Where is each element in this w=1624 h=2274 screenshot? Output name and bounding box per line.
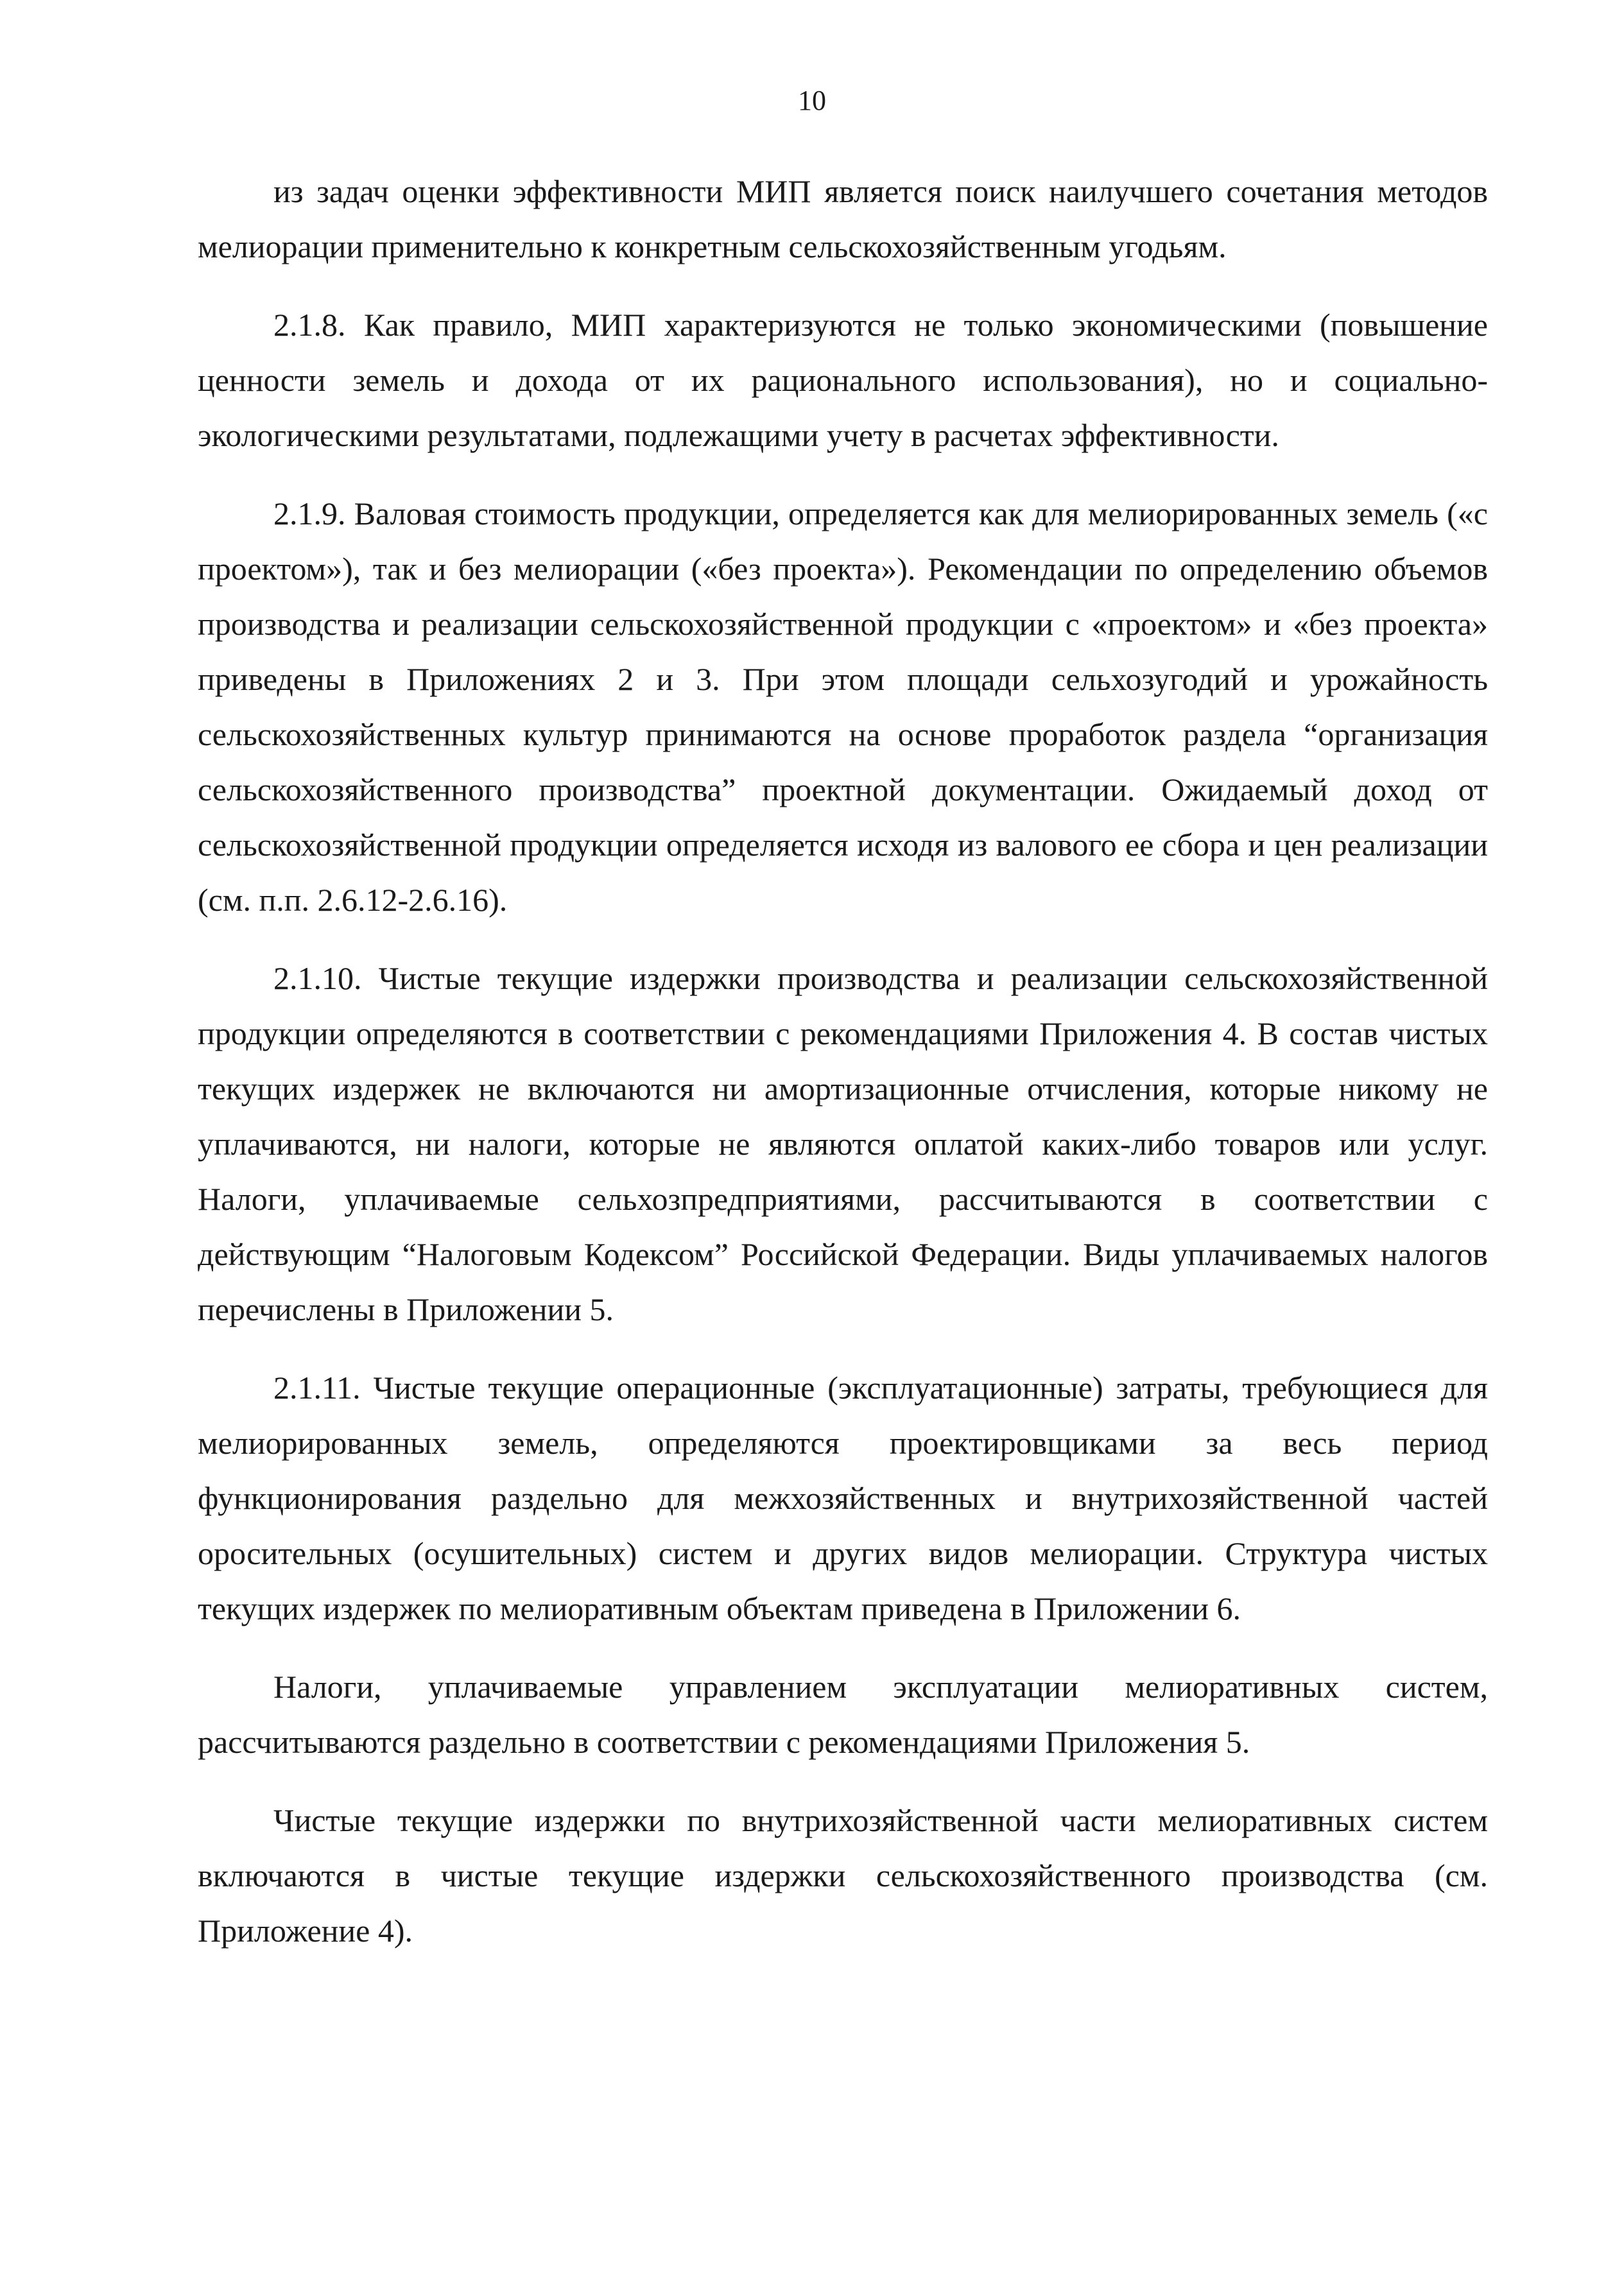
page-number: 10 [798,85,826,116]
paragraph-taxes: Налоги, уплачиваемые управлением эксплуатации мелиоративных систем, рассчитываются раздельно в соответствии с рекомендациями Приложения 5. [198,1669,1488,1760]
paragraph-2-1-10: 2.1.10. Чистые текущие издержки производства и реализации сельскохозяйственной продукции определяются в соответствии с рекомендациями Приложения 4. В состав чистых текущих издержек не включаются ни амортизационные отчисления, которые никому не уплачиваются, ни налоги, которые не являются оплатой каких-либо товаров или услуг. Налоги, уплачиваемые сельхозпредприятиями, рассчитываются в соответствии с действующим “Налоговым Кодексом” Российской Федерации. Виды уплачиваемых налогов перечислены в Приложении 5. [198,960,1488,1327]
paragraph-internal-costs: Чистые текущие издержки по внутрихозяйственной части мелиоративных систем включаются в чистые текущие издержки сельскохозяйственного производства (см. Приложение 4). [198,1802,1488,1949]
paragraph-2-1-11: 2.1.11. Чистые текущие операционные (эксплуатационные) затраты, требующиеся для мелиорированных земель, определяются проектировщиками за весь период функционирования раздельно для межхозяйственных и внутрихозяйственной частей оросительных (осушительных) систем и других видов мелиорации. Структура чистых текущих издержек по мелиоративным объектам приведена в Приложении 6. [198,1370,1488,1626]
body-text [198,164,1488,1958]
paragraph-2-1-8: 2.1.8. Как правило, МИП характеризуются не только экономическими (повышение ценности земель и дохода от их рационального использования), но и социально-экологическими результатами, подлежащими учету в расчетах эффективности. [198,307,1488,453]
paragraph-continuation: из задач оценки эффективности МИП является поиск наилучшего сочетания методов мелиорации применительно к конкретным сельскохозяйственным угодьям. [198,173,1488,264]
paragraph-2-1-9: 2.1.9. Валовая стоимость продукции, определяется как для мелиорированных земель («с проектом»), так и без мелиорации («без проекта»). Рекомендации по определению объемов производства и реализации сельскохозяйственной продукции с «проектом» и «без проекта» приведены в Приложениях 2 и 3. При этом площади сельхозугодий и урожайность сельскохозяйственных культур принимаются на основе проработок раздела “организация сельскохозяйственного производства” проектной документации. Ожидаемый доход от сельскохозяйственной продукции определяется исходя из валового ее сбора и цен реализации (см. п.п. 2.6.12-2.6.16). [198,495,1488,918]
